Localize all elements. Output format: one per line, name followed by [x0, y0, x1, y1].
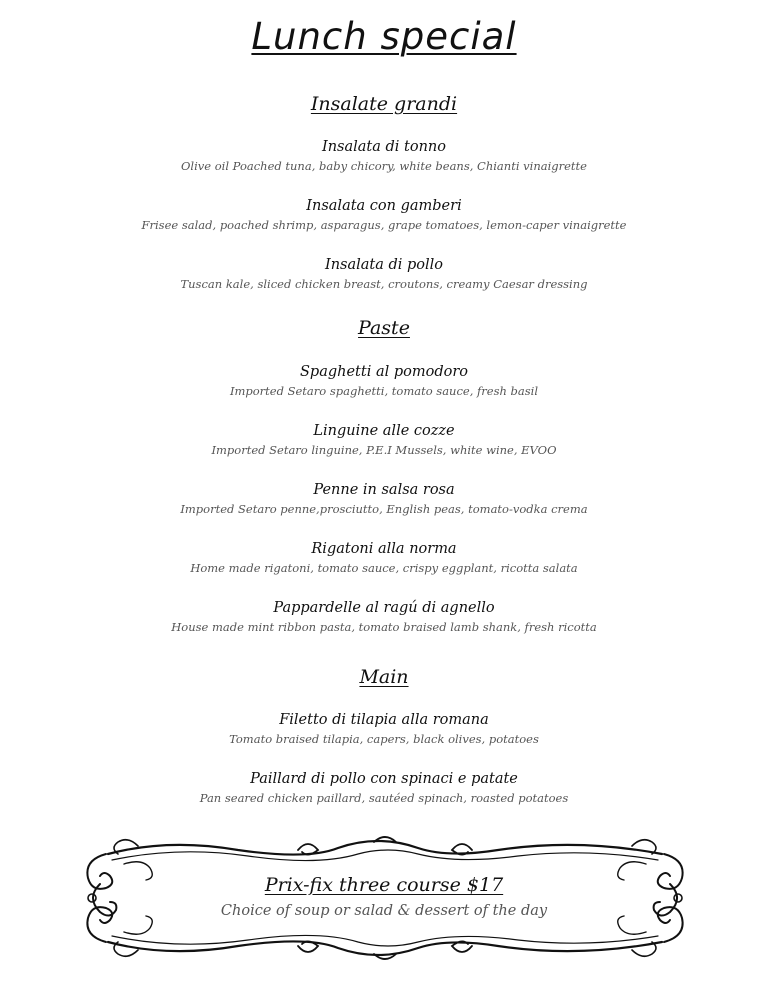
menu-item-description: Frisee salad, poached shrimp, asparagus, grape tomatoes, lemon-caper vinaigrette — [141, 218, 627, 232]
menu-item-name: Filetto di tilapia alla romana — [279, 712, 489, 728]
menu-item — [0, 362, 768, 399]
menu-item — [0, 480, 768, 517]
menu-item-name: Spaghetti al pomodoro — [299, 364, 469, 380]
menu-item-description: Tomato braised tilapia, capers, black olives, potatoes — [229, 732, 539, 746]
ornate-frame — [78, 828, 692, 968]
menu-item-name: Penne in salsa rosa — [313, 482, 455, 498]
menu-item-description: Imported Setaro penne,prosciutto, English peas, tomato-vodka crema — [180, 502, 588, 516]
menu-item-name: Linguine alle cozze — [313, 423, 455, 439]
section-heading-insalate: Insalate grandi — [310, 93, 458, 115]
section-heading-main: Main — [359, 666, 409, 688]
menu-item-name: Paillard di pollo con spinaci e patate — [250, 771, 518, 787]
section-heading-paste: Paste — [358, 317, 410, 339]
menu-item-description: Home made rigatoni, tomato sauce, crispy eggplant, ricotta salata — [190, 561, 578, 575]
menu-item — [0, 710, 768, 747]
menu-item — [0, 769, 768, 806]
menu-item-description: Olive oil Poached tuna, baby chicory, white beans, Chianti vinaigrette — [181, 159, 587, 173]
prix-fixe-title: Prix-fix three course $17 — [264, 874, 504, 896]
menu-item-description: Pan seared chicken paillard, sautéed spinach, roasted potatoes — [199, 791, 569, 805]
menu-item-description: Imported Setaro spaghetti, tomato sauce, fresh basil — [229, 384, 539, 398]
menu-item — [0, 539, 768, 576]
menu-item-description: House made mint ribbon pasta, tomato braised lamb shank, fresh ricotta — [171, 620, 597, 634]
menu-item-name: Rigatoni alla norma — [311, 541, 457, 557]
menu-item — [0, 137, 768, 174]
menu-item-name: Pappardelle al ragú di agnello — [273, 600, 495, 616]
menu-item-description: Tuscan kale, sliced chicken breast, croutons, creamy Caesar dressing — [180, 277, 588, 291]
page-title: Lunch special — [251, 15, 517, 58]
menu-item — [0, 598, 768, 635]
menu-item-description: Imported Setaro linguine, P.E.I Mussels, white wine, EVOO — [211, 443, 557, 457]
menu-item — [0, 421, 768, 458]
menu-item-name: Insalata di pollo — [324, 257, 444, 273]
menu-item-name: Insalata con gamberi — [306, 198, 462, 214]
prix-fixe-description: Choice of soup or salad & dessert of the day — [220, 903, 548, 919]
menu-item — [0, 196, 768, 233]
menu-item — [0, 255, 768, 292]
menu-item-name: Insalata di tonno — [321, 139, 446, 155]
